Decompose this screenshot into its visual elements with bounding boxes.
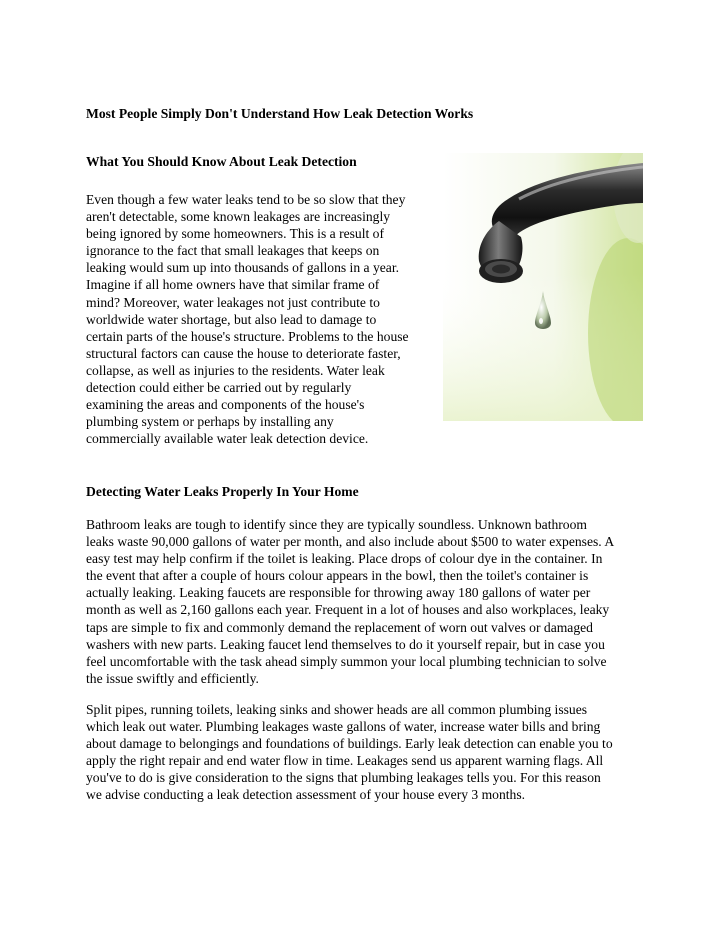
section2-heading: Detecting Water Leaks Properly In Your Home: [86, 484, 359, 499]
text-line: leaks waste 90,000 gallons of water per month, and also include about $500 to water expenses. A: [86, 534, 615, 550]
text-line: being ignored by some homeowners. This is a result of: [86, 226, 385, 242]
text-line: leaking would sum up into thousands of gallons in a year.: [86, 260, 399, 276]
text-line: Even though a few water leaks tend to be so slow that they: [86, 192, 406, 207]
text-line: easy test may help confirm if the toilet is leaking. Place drops of colour dye in the container. In: [86, 551, 603, 567]
text-line: ignorance to the fact that small leakages that keeps on: [86, 243, 380, 259]
text-line: commercially available water leak detection device.: [86, 431, 369, 447]
text-line: about damage to belongings and foundations of buildings. Early leak detection can enable you to: [86, 736, 613, 752]
text-line: actually leaking. Leaking faucets are responsible for throwing away 180 gallons of water per: [86, 585, 591, 601]
text-line: aren't detectable, some known leakages are increasingly: [86, 209, 391, 225]
text-line: plumbing system or perhaps by installing any: [86, 414, 334, 430]
text-line: the issue swiftly and efficiently.: [86, 670, 259, 686]
text-line: Split pipes, running toilets, leaking sinks and shower heads are all common plumbing issues: [86, 702, 588, 717]
text-line: detection could either be carried out by regularly: [86, 380, 352, 396]
section1-paragraph: [86, 191, 431, 447]
text-line: structural factors can cause the house to deteriorate faster,: [86, 345, 401, 361]
text-line: you've to do is give consideration to the signs that plumbing leakages tells you. For this reason: [86, 770, 601, 786]
text-line: washers with new parts. Leaking faucet lend themselves to do it yourself repair, but in case you: [86, 636, 605, 652]
text-line: Imagine if all home owners have that similar frame of: [86, 277, 380, 293]
text-line: which leak out water. Plumbing leakages waste gallons of water, increase water bills and bring: [86, 719, 601, 735]
text-line: we advise conducting a leak detection assessment of your house every 3 months.: [86, 787, 526, 803]
text-line: certain parts of the house's structure. Problems to the house: [86, 328, 409, 344]
text-line: examining the areas and components of the house's: [86, 397, 365, 413]
text-line: mind? Moreover, water leakages not just contribute to: [86, 294, 380, 310]
text-line: Bathroom leaks are tough to identify since they are typically soundless. Unknown bathroom: [86, 517, 587, 532]
text-line: collapse, as well as injuries to the residents. Water leak: [86, 362, 385, 378]
text-line: taps are simple to fix and commonly demand the replacement of worn out valves or damaged: [86, 619, 593, 635]
leaking-faucet-image: [443, 153, 643, 421]
text-line: month as well as 2,160 gallons each year. Frequent in a lot of houses and also workplaces, leaky: [86, 602, 610, 618]
document-title: Most People Simply Don't Understand How Leak Detection Works: [86, 106, 474, 121]
text-line: feel uncomfortable with the task ahead simply summon your local plumbing technician to solve: [86, 653, 607, 669]
section2-paragraph-1: [86, 516, 646, 687]
text-line: apply the right repair and end water flow in time. Leakages send us apparent warning flags. All: [86, 753, 604, 769]
text-line: the event that after a couple of hours colour appears in the bowl, then the toilet's container is: [86, 568, 589, 584]
section1-heading: What You Should Know About Leak Detection: [86, 154, 357, 169]
text-line: worldwide water shortage, but also lead to damage to: [86, 311, 377, 327]
section2-paragraph-2: [86, 701, 646, 804]
